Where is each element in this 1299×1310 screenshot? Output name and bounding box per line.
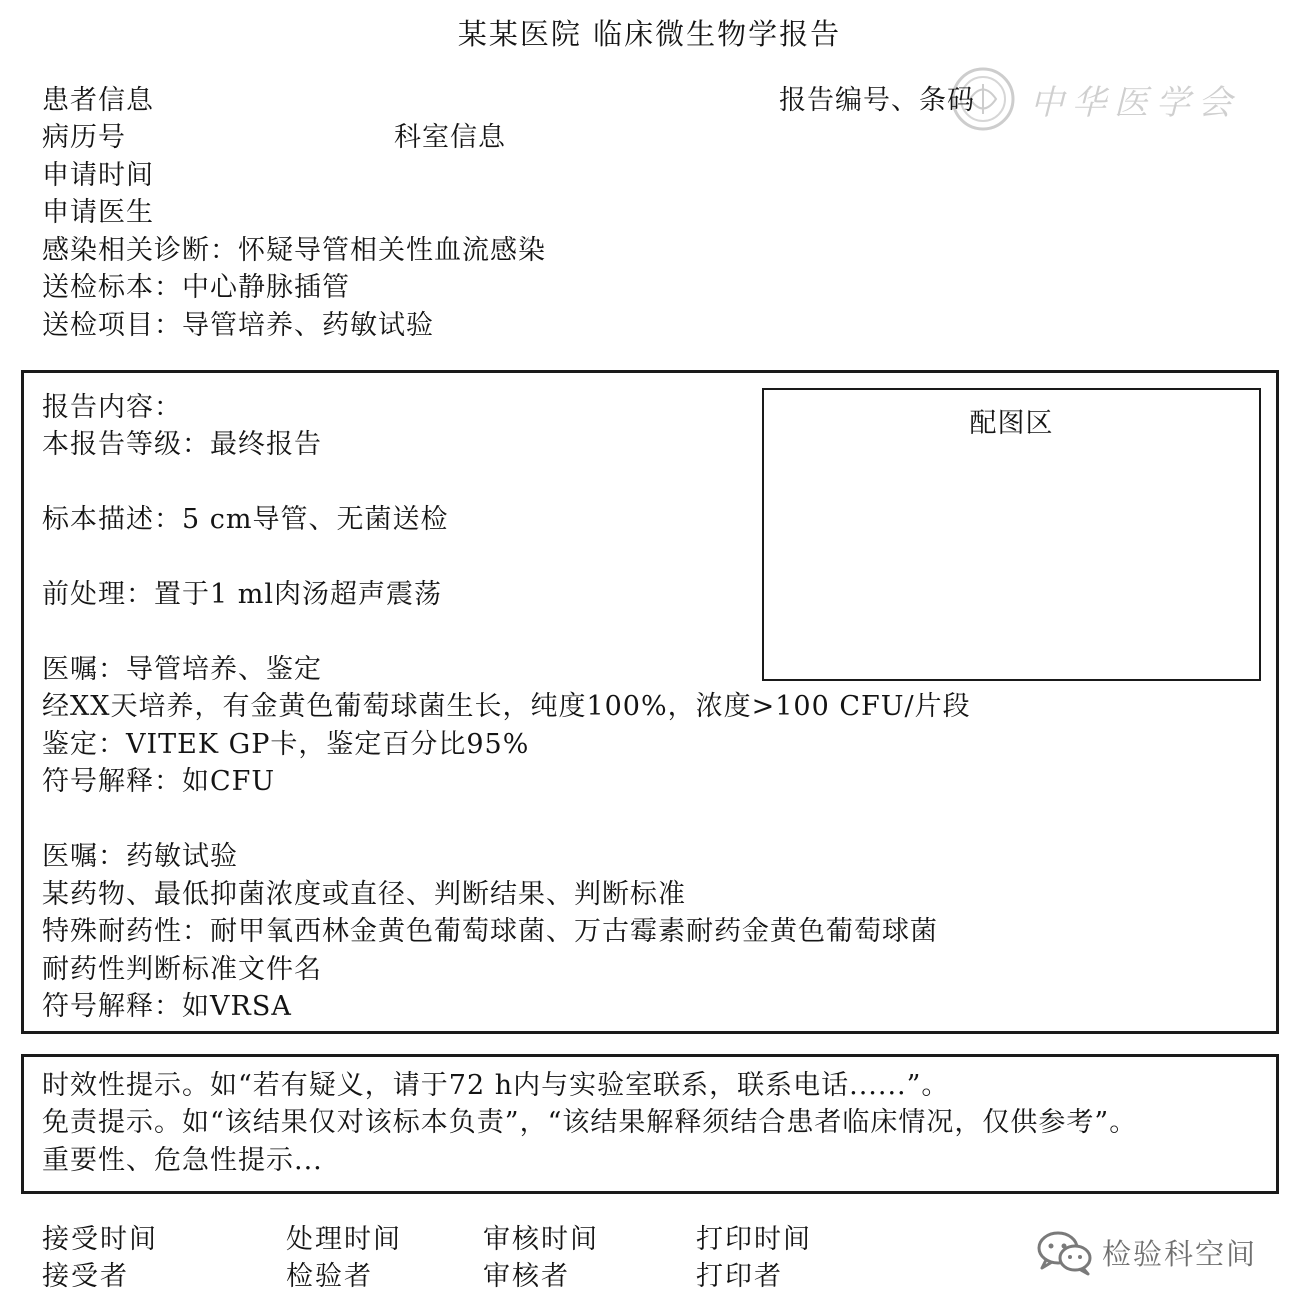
- report-level-text: 本报告等级：最终报告: [42, 429, 322, 460]
- record-no-label: 病历号: [42, 122, 126, 153]
- specimen-text: 送检标本：中心静脉插管: [42, 272, 350, 303]
- request-doctor-label: 申请医生: [42, 197, 154, 228]
- importance-notice: 重要性、危急性提示...: [42, 1145, 323, 1176]
- request-time-label: 申请时间: [42, 160, 154, 191]
- report-title: 某某医院 临床微生物学报告: [457, 17, 842, 51]
- order-susceptibility-text: 医嘱：药敏试验: [42, 841, 238, 872]
- special-resistance-text: 特殊耐药性：耐甲氧西林金黄色葡萄球菌、万古霉素耐药金黄色葡萄球菌: [42, 916, 938, 947]
- resistance-standard-text: 耐药性判断标准文件名: [42, 954, 322, 985]
- report-content-label: 报告内容：: [42, 392, 182, 423]
- identification-text: 鉴定：VITEK GP卡，鉴定百分比95%: [42, 729, 530, 760]
- patient-info-label: 患者信息: [42, 85, 154, 116]
- drug-info-text: 某药物、最低抑菌浓度或直径、判断结果、判断标准: [42, 879, 686, 910]
- figure-area-label: 配图区: [969, 408, 1054, 439]
- department-label: 科室信息: [394, 122, 506, 153]
- tester-label: 检验者: [286, 1261, 373, 1292]
- printer-label: 打印者: [696, 1261, 783, 1292]
- report-id-label: 报告编号、条码: [779, 85, 975, 116]
- specimen-description-text: 标本描述：5 cm导管、无菌送检: [42, 504, 449, 535]
- figure-area-box: [762, 388, 1261, 681]
- account-name: 检验科空间: [1102, 1236, 1258, 1271]
- order-culture-text: 医嘱：导管培养、鉴定: [42, 654, 322, 685]
- receiver-label: 接受者: [42, 1261, 129, 1292]
- process-time-label: 处理时间: [286, 1224, 402, 1255]
- culture-result-text: 经XX天培养，有金黄色葡萄球菌生长，纯度100%，浓度>100 CFU/片段: [42, 691, 971, 722]
- diagnosis-text: 感染相关诊断：怀疑导管相关性血流感染: [42, 235, 546, 266]
- wechat-icon: [1036, 1228, 1094, 1276]
- test-items-text: 送检项目：导管培养、药敏试验: [42, 310, 434, 341]
- wechat-account: [1036, 1228, 1257, 1276]
- timeliness-notice: 时效性提示。如“若有疑义，请于72 h内与实验室联系，联系电话......”。: [42, 1070, 950, 1101]
- pretreatment-text: 前处理：置于1 ml肉汤超声震荡: [42, 579, 442, 610]
- receive-time-label: 接受时间: [42, 1224, 158, 1255]
- symbol-explanation-cfu: 符号解释：如CFU: [42, 766, 276, 797]
- print-time-label: 打印时间: [696, 1224, 812, 1255]
- review-time-label: 审核时间: [483, 1224, 599, 1255]
- reviewer-label: 审核者: [483, 1261, 570, 1292]
- disclaimer-notice: 免责提示。如“该结果仅对该标本负责”，“该结果解释须结合患者临床情况，仅供参考”。: [42, 1107, 1138, 1138]
- symbol-explanation-vrsa: 符号解释：如VRSA: [42, 991, 292, 1022]
- watermark-text: 中华医学会: [1030, 82, 1240, 123]
- watermark: [950, 66, 1240, 132]
